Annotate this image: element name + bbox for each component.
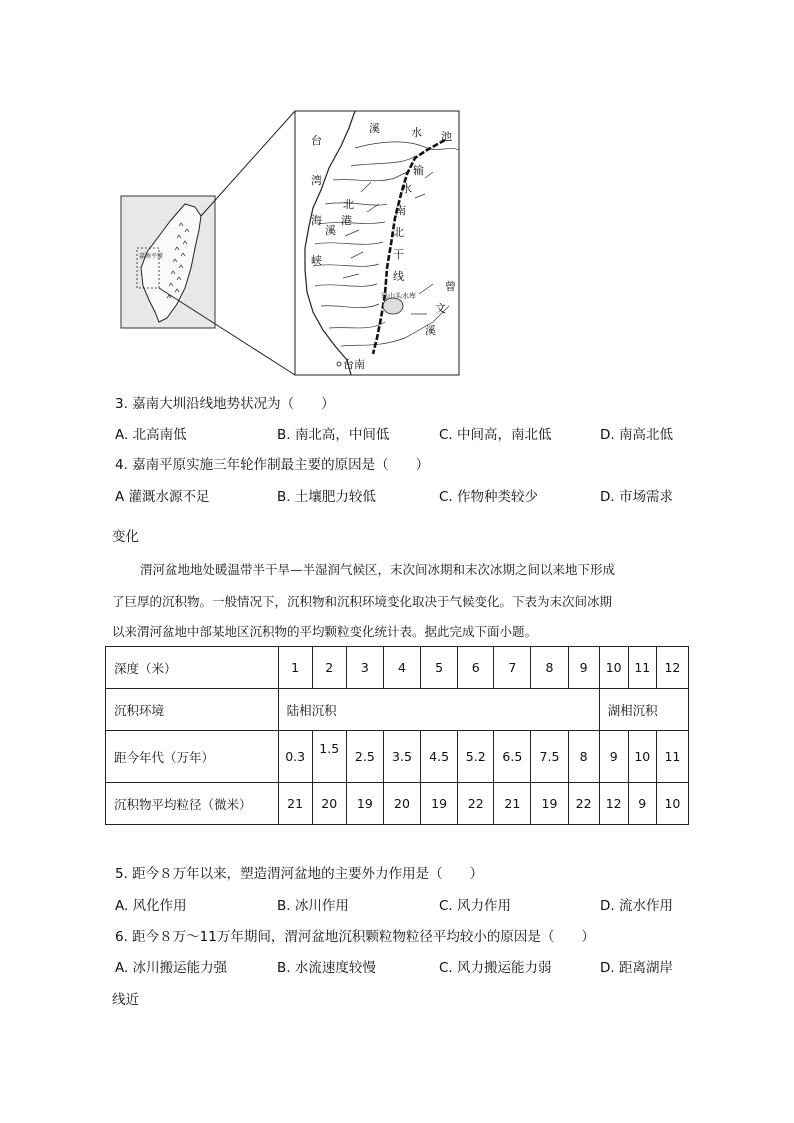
table-cell: 21 (278, 783, 312, 825)
table-cell: 10 (628, 731, 656, 783)
svg-text:台南: 台南 (343, 358, 365, 371)
svg-text:输: 输 (413, 164, 424, 177)
q4-option-d-continuation: 变化 (112, 529, 139, 545)
svg-text:池: 池 (441, 130, 452, 143)
table-cell: 12 (656, 647, 688, 689)
q3-stem: 3. 嘉南大圳沿线地势状况为（ ） (115, 396, 335, 412)
passage-line-3: 以来渭河盆地中部某地区沉积物的平均颗粒变化统计表。据此完成下面小题。 (112, 624, 538, 639)
table-cell: 2.5 (346, 731, 383, 783)
svg-text:北: 北 (343, 198, 354, 211)
svg-text:港: 港 (341, 214, 352, 227)
svg-text:海: 海 (311, 214, 322, 227)
q3-option-a[interactable]: A. 北高南低 (115, 427, 187, 443)
table-cell: 22 (568, 783, 599, 825)
connector-line-top (201, 111, 295, 216)
table-cell: 20 (312, 783, 346, 825)
table-cell: 0.3 (278, 731, 312, 783)
svg-text:文: 文 (435, 302, 446, 315)
svg-text:湾: 湾 (311, 174, 322, 187)
table-cell: 10 (656, 783, 688, 825)
table-cell: 8 (568, 731, 599, 783)
table-row-environment (106, 689, 689, 731)
table-cell: 8 (531, 647, 568, 689)
q5-option-c[interactable]: C. 风力作用 (439, 898, 512, 914)
table-cell: 6 (458, 647, 494, 689)
env-continental: 陆相沉积 (278, 689, 599, 731)
q5-option-b[interactable]: B. 冰川作用 (277, 898, 349, 914)
table-cell: 11 (656, 731, 688, 783)
table-cell: 7 (494, 647, 531, 689)
q4-option-d[interactable]: D. 市场需求 (600, 489, 673, 505)
table-cell: 19 (421, 783, 458, 825)
svg-text:溪: 溪 (369, 122, 380, 135)
table-cell: 1.5 (312, 731, 346, 783)
table-cell: 22 (458, 783, 494, 825)
table-cell: 3 (346, 647, 383, 689)
grain-label: 沉积物平均粒径（微米） (106, 783, 279, 825)
table-cell: 9 (599, 731, 628, 783)
table-cell: 10 (599, 647, 628, 689)
table-cell: 12 (599, 783, 628, 825)
table-cell: 4 (383, 647, 420, 689)
table-cell: 9 (568, 647, 599, 689)
table-cell: 21 (494, 783, 531, 825)
table-cell: 3.5 (383, 731, 420, 783)
table-cell: 7.5 (531, 731, 568, 783)
q5-stem: 5. 距今８万年以来，塑造渭河盆地的主要外力作用是（ ） (115, 866, 484, 882)
q5-option-a[interactable]: A. 风化作用 (115, 898, 187, 914)
q4-option-b[interactable]: B. 土壤肥力较低 (277, 489, 376, 505)
age-label: 距今年代（万年） (106, 731, 279, 783)
svg-text:溪: 溪 (325, 224, 336, 237)
table-cell: 5 (421, 647, 458, 689)
q4-option-a[interactable]: A 灌溉水源不足 (115, 489, 210, 505)
svg-text:台: 台 (311, 134, 322, 147)
q4-stem: 4. 嘉南平原实施三年轮作制最主要的原因是（ ） (115, 457, 430, 473)
table-row-age (106, 731, 689, 783)
inset-label: 嘉南平原 (139, 253, 164, 260)
reservoir-shape (383, 298, 403, 314)
table-cell: 6.5 (494, 731, 531, 783)
table-cell: 19 (346, 783, 383, 825)
q6-option-d[interactable]: D. 距离湖岸 (600, 960, 673, 976)
passage-line-1: 渭河盆地地处暖温带半干旱—半湿润气候区，末次间冰期和末次冰期之间以来地下形成 (140, 562, 616, 577)
passage-line-2: 了巨厚的沉积物。一般情况下，沉积物和沉积环境变化取决于气候变化。下表为末次间冰期 (112, 594, 613, 609)
svg-text:溪: 溪 (425, 324, 436, 337)
q4-option-c[interactable]: C. 作物种类较少 (439, 489, 539, 505)
env-label: 沉积环境 (106, 689, 279, 731)
sediment-table (105, 646, 689, 825)
svg-text:水: 水 (401, 182, 412, 195)
svg-text:南: 南 (395, 204, 406, 217)
svg-text:曾: 曾 (445, 280, 456, 293)
table-cell: 11 (628, 647, 656, 689)
q6-option-c[interactable]: C. 风力搬运能力弱 (439, 960, 552, 976)
table-row-depth (106, 647, 689, 689)
q3-option-c[interactable]: C. 中间高，南北低 (439, 427, 552, 443)
q6-option-d-continuation: 线近 (112, 992, 139, 1008)
table-row-grain (106, 783, 689, 825)
q3-option-d[interactable]: D. 南高北低 (600, 427, 673, 443)
svg-text:线: 线 (393, 270, 404, 283)
table-cell: 20 (383, 783, 420, 825)
table-cell: 4.5 (421, 731, 458, 783)
table-cell: 19 (531, 783, 568, 825)
svg-text:干: 干 (393, 248, 404, 261)
table-cell: 5.2 (458, 731, 494, 783)
svg-text:水: 水 (411, 126, 422, 139)
table-cell: 9 (628, 783, 656, 825)
svg-text:北: 北 (393, 226, 404, 239)
svg-text:乌山头水库: 乌山头水库 (381, 292, 416, 300)
taiwan-map-figure (115, 108, 465, 380)
table-cell: 1 (278, 647, 312, 689)
depth-label: 深度（米） (106, 647, 279, 689)
q3-option-b[interactable]: B. 南北高，中间低 (277, 427, 390, 443)
svg-text:峡: 峡 (311, 254, 322, 267)
q6-option-a[interactable]: A. 冰川搬运能力强 (115, 960, 228, 976)
connector-line-bottom (159, 288, 295, 375)
q6-option-b[interactable]: B. 水流速度较慢 (277, 960, 376, 976)
table-cell: 2 (312, 647, 346, 689)
q6-stem: 6. 距今８万～11万年期间，渭河盆地沉积颗粒物粒径平均较小的原因是（ ） (115, 929, 595, 945)
q5-option-d[interactable]: D. 流水作用 (600, 898, 673, 914)
env-lacustrine: 湖相沉积 (599, 689, 688, 731)
